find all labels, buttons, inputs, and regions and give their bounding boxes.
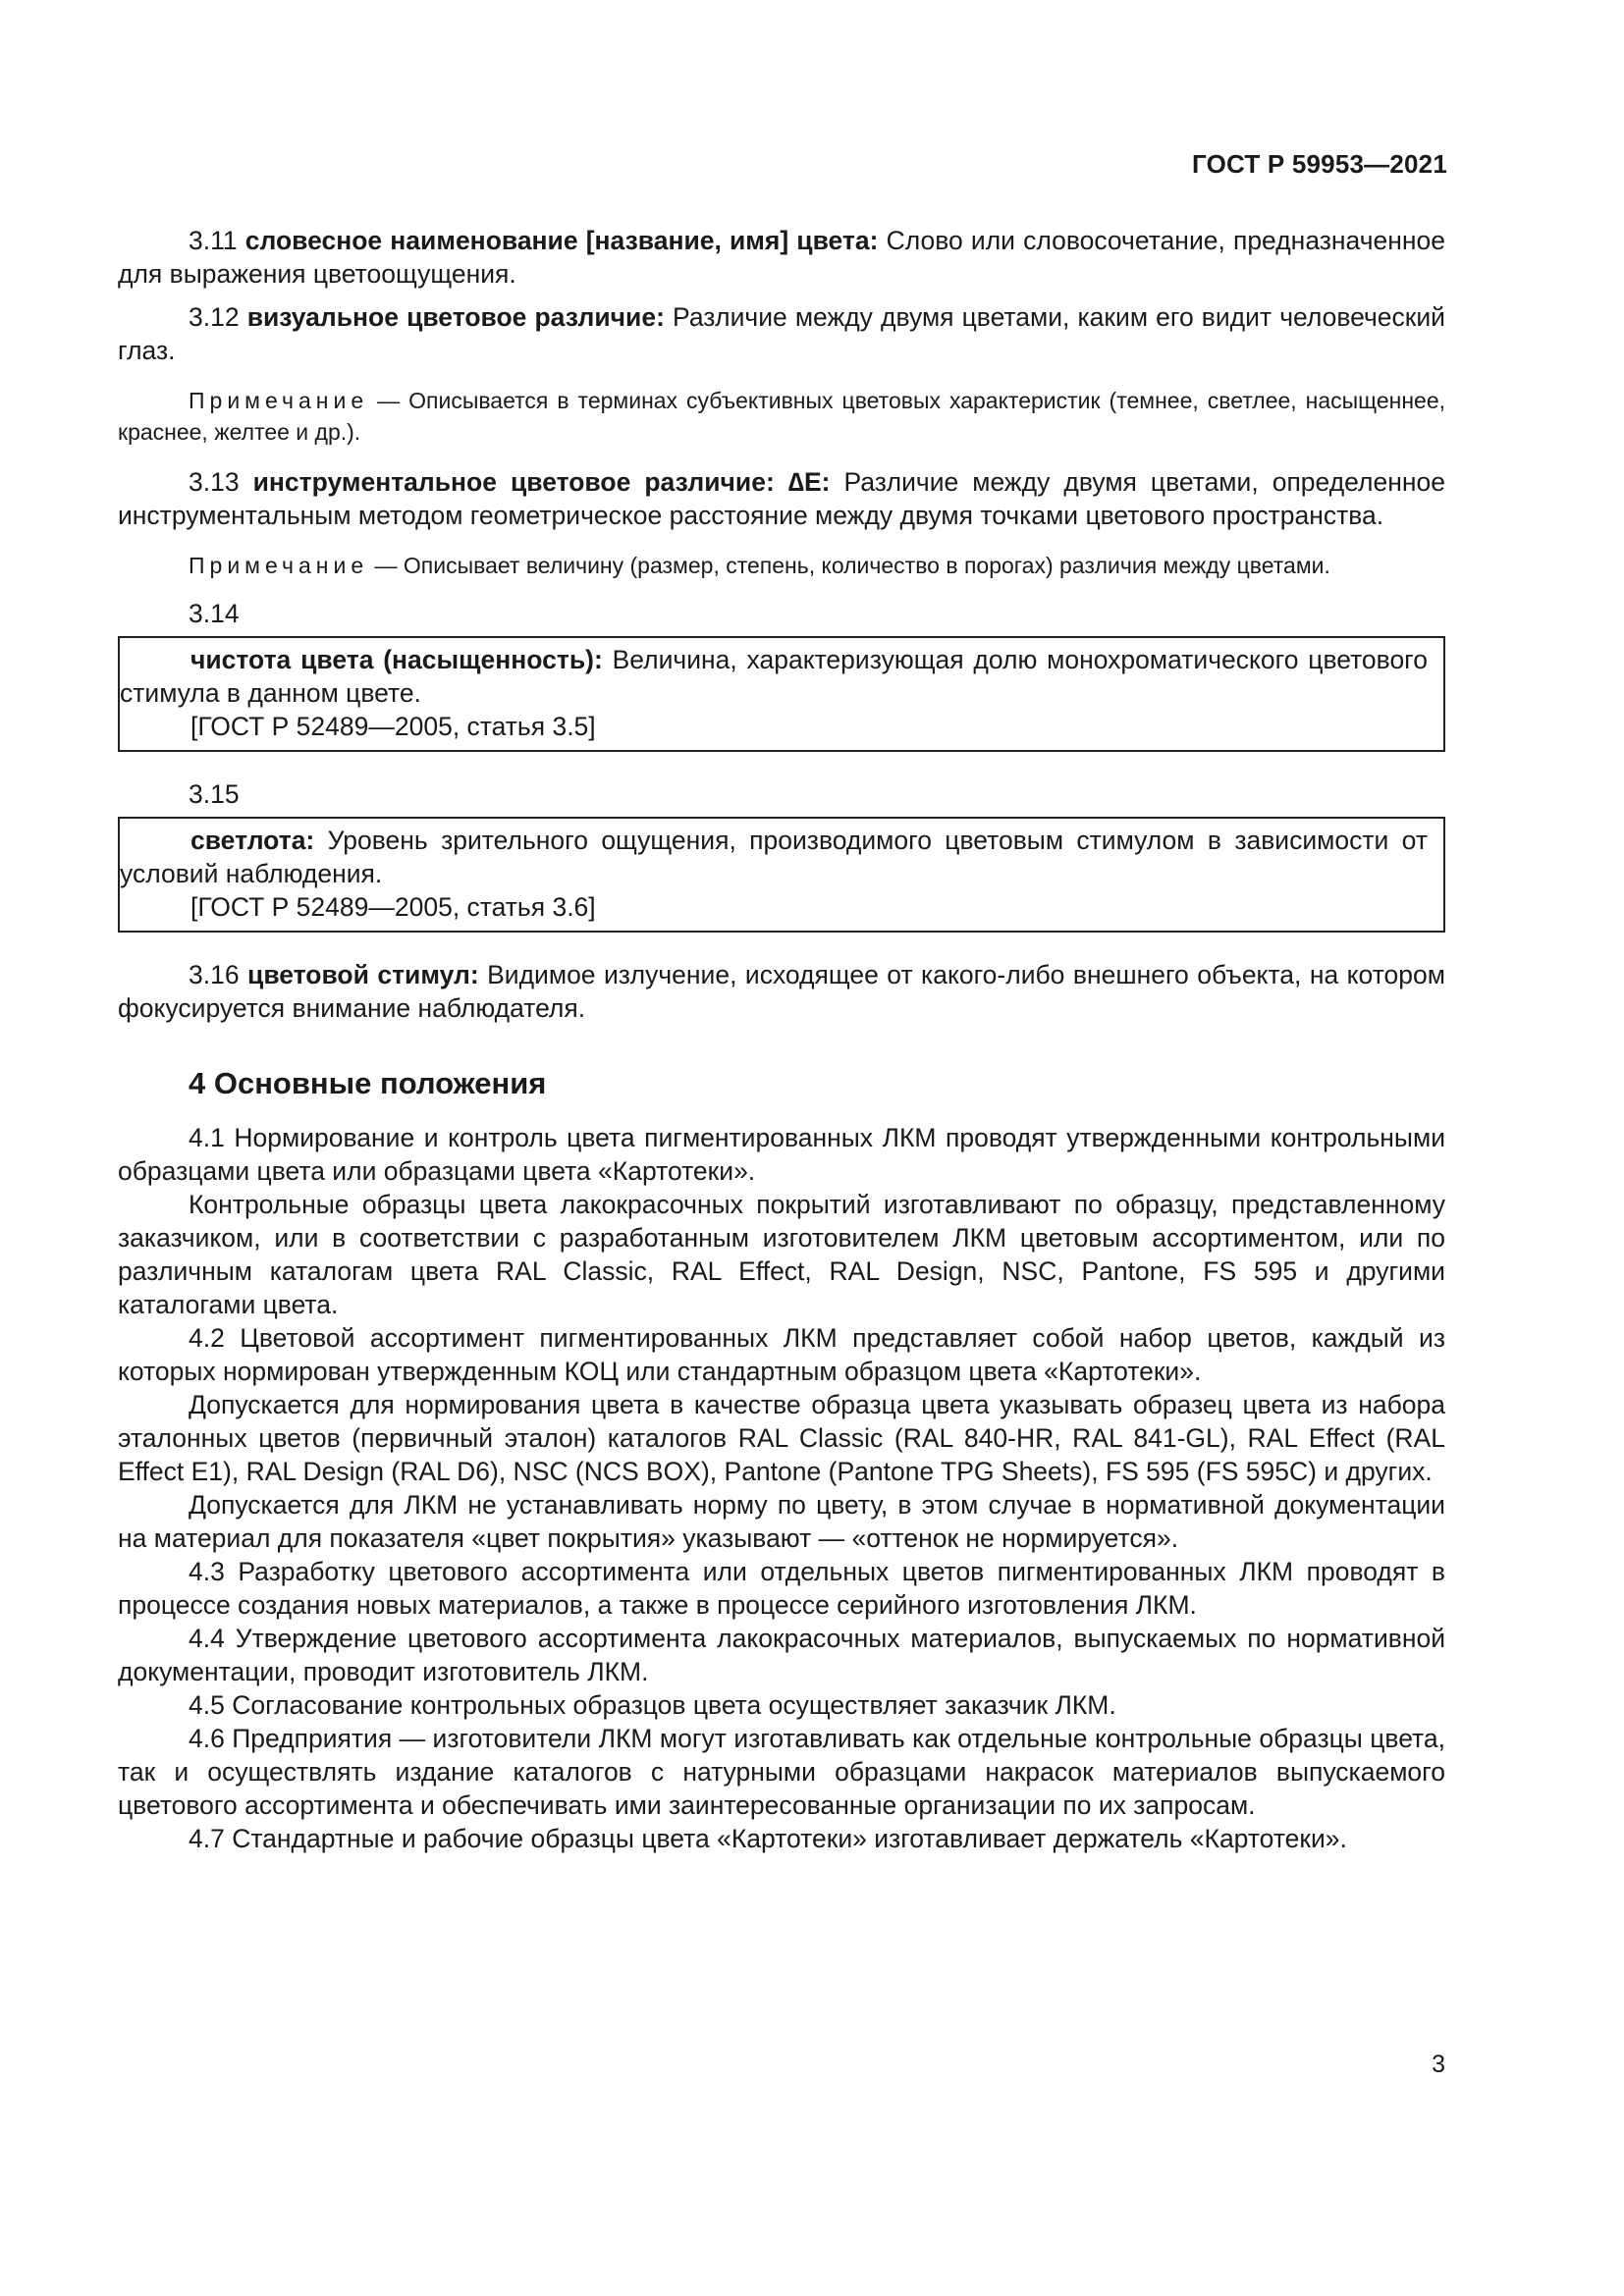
note-3-13	[118, 550, 1445, 581]
paragraph: 4.6 Предприятия — изготовители ЛКМ могут изготавливать как отдельные контрольные образцы цвета, так и осуществлять издание каталогов с натурными образцами накрасок материалов выпускаемого цветового ассортимента и обеспечивать ими заинтересованные организации по их запросам.	[118, 1724, 1445, 1820]
page-content	[118, 224, 1445, 1855]
paragraph: 4.4 Утверждение цветового ассортимента лакокрасочных материалов, выпускаемых по нормативной документации, проводит изготовитель ЛКМ.	[118, 1624, 1445, 1686]
term-3-14	[120, 643, 1428, 710]
term-3-11	[118, 224, 1445, 291]
term-title: цветовой стимул:	[247, 960, 479, 989]
term-definition: Различие между двумя цветами, определенное инструментальным методом геометрическое расстояние между двумя точками цветового пространства.	[118, 467, 1445, 530]
paragraph: 4.7 Стандартные и рабочие образцы цвета «Картотеки» изготавливает держатель «Картотеки».	[189, 1824, 1347, 1853]
term-3-15	[120, 824, 1428, 890]
paragraph: 4.5 Согласование контрольных образцов цвета осуществляет заказчик ЛКМ.	[189, 1690, 1116, 1720]
section-4-body	[118, 1121, 1445, 1855]
term-title: визуальное цветовое различие:	[246, 302, 665, 332]
paragraph: Допускается для ЛКМ не устанавливать норму по цвету, в этом случае в нормативной документации на материал для показателя «цвет покрытия» указывают — «оттенок не нормируется».	[118, 1490, 1445, 1553]
paragraph: Допускается для нормирования цвета в качестве образца цвета указывать образец цвета из набора эталонных цветов (первичный эталон) каталогов RAL Classic (RAL 840-HR, RAL 841-GL), RAL Effect (RAL Effect E1), RAL Design (RAL D6), NSC (NCS BOX), Pantone (Pantone TPG Sheets), FS 595 (FS 595C) и других.	[118, 1390, 1445, 1486]
term-number-3-14: 3.14	[189, 599, 240, 628]
paragraph: Контрольные образцы цвета лакокрасочных покрытий изготавливают по образцу, представленному заказчиком, или в соответствии с разработанным изготовителем ЛКМ цветовым ассортиментом, или по различным каталогам цвета RAL Classic, RAL Effect, RAL Design, NSC, Pantone, FS 595 и другими каталогами цвета.	[118, 1190, 1445, 1319]
term-number: 3.12	[189, 302, 240, 332]
term-box-3-15	[118, 817, 1445, 933]
term-definition: Уровень зрительного ощущения, производимого цветовым стимулом в зависимости от условий наблюдения.	[120, 826, 1428, 888]
term-number: 3.11	[189, 226, 238, 255]
note-label: Примечание	[189, 553, 369, 578]
term-box-3-14	[118, 636, 1445, 752]
term-3-16	[118, 958, 1445, 1025]
term-source: [ГОСТ Р 52489—2005, статья 3.6]	[190, 892, 596, 922]
page-number: 3	[1432, 2051, 1445, 2078]
term-definition: Величина, характеризующая долю монохроматического цветового стимула в данном цвете.	[120, 645, 1428, 708]
term-definition: Видимое излучение, исходящее от какого-либо внешнего объекта, на котором фокусируется внимание наблюдателя.	[118, 960, 1445, 1023]
term-definition: Различие между двумя цветами, каким его видит человеческий глаз.	[118, 302, 1445, 365]
term-3-12	[118, 300, 1445, 367]
paragraph: 4.3 Разработку цветового ассортимента или отдельных цветов пигментированных ЛКМ проводят в процессе создания новых материалов, а также в процессе серийного изготовления ЛКМ.	[118, 1557, 1445, 1620]
term-title: словесное наименование [название, имя] цвета:	[244, 226, 879, 255]
term-number: 3.13	[189, 467, 240, 497]
term-number-3-15: 3.15	[189, 779, 240, 809]
note-text: — Описывает величину (размер, степень, количество в порогах) различия между цветами.	[374, 553, 1330, 578]
section-title: 4 Основные положения	[189, 1066, 547, 1100]
term-title: светлота:	[190, 826, 315, 855]
note-label: Примечание	[189, 388, 369, 413]
document-code-header: ГОСТ Р 59953—2021	[1192, 149, 1447, 179]
term-number: 3.16	[189, 960, 240, 989]
note-3-12	[118, 385, 1445, 448]
term-definition: Слово или словосочетание, предназначенное для выражения цветоощущения.	[118, 226, 1445, 289]
paragraph: 4.1 Нормирование и контроль цвета пигментированных ЛКМ проводят утвержденными контрольными образцами цвета или образцами цвета «Картотеки».	[118, 1123, 1445, 1186]
paragraph: 4.2 Цветовой ассортимент пигментированных ЛКМ представляет собой набор цветов, каждый из которых нормирован утвержденным КОЦ или стандартным образцом цвета «Картотеки».	[118, 1323, 1445, 1386]
note-text: — Описывается в терминах субъективных цветовых характеристик (темнее, светлее, насыщеннее, краснее, желтее и др.).	[118, 388, 1446, 445]
term-3-13	[118, 465, 1445, 532]
term-title: инструментальное цветовое различие: ∆Е:	[252, 467, 831, 497]
term-title: чистота цвета (насыщенность):	[190, 645, 603, 674]
term-source: [ГОСТ Р 52489—2005, статья 3.5]	[190, 712, 596, 741]
